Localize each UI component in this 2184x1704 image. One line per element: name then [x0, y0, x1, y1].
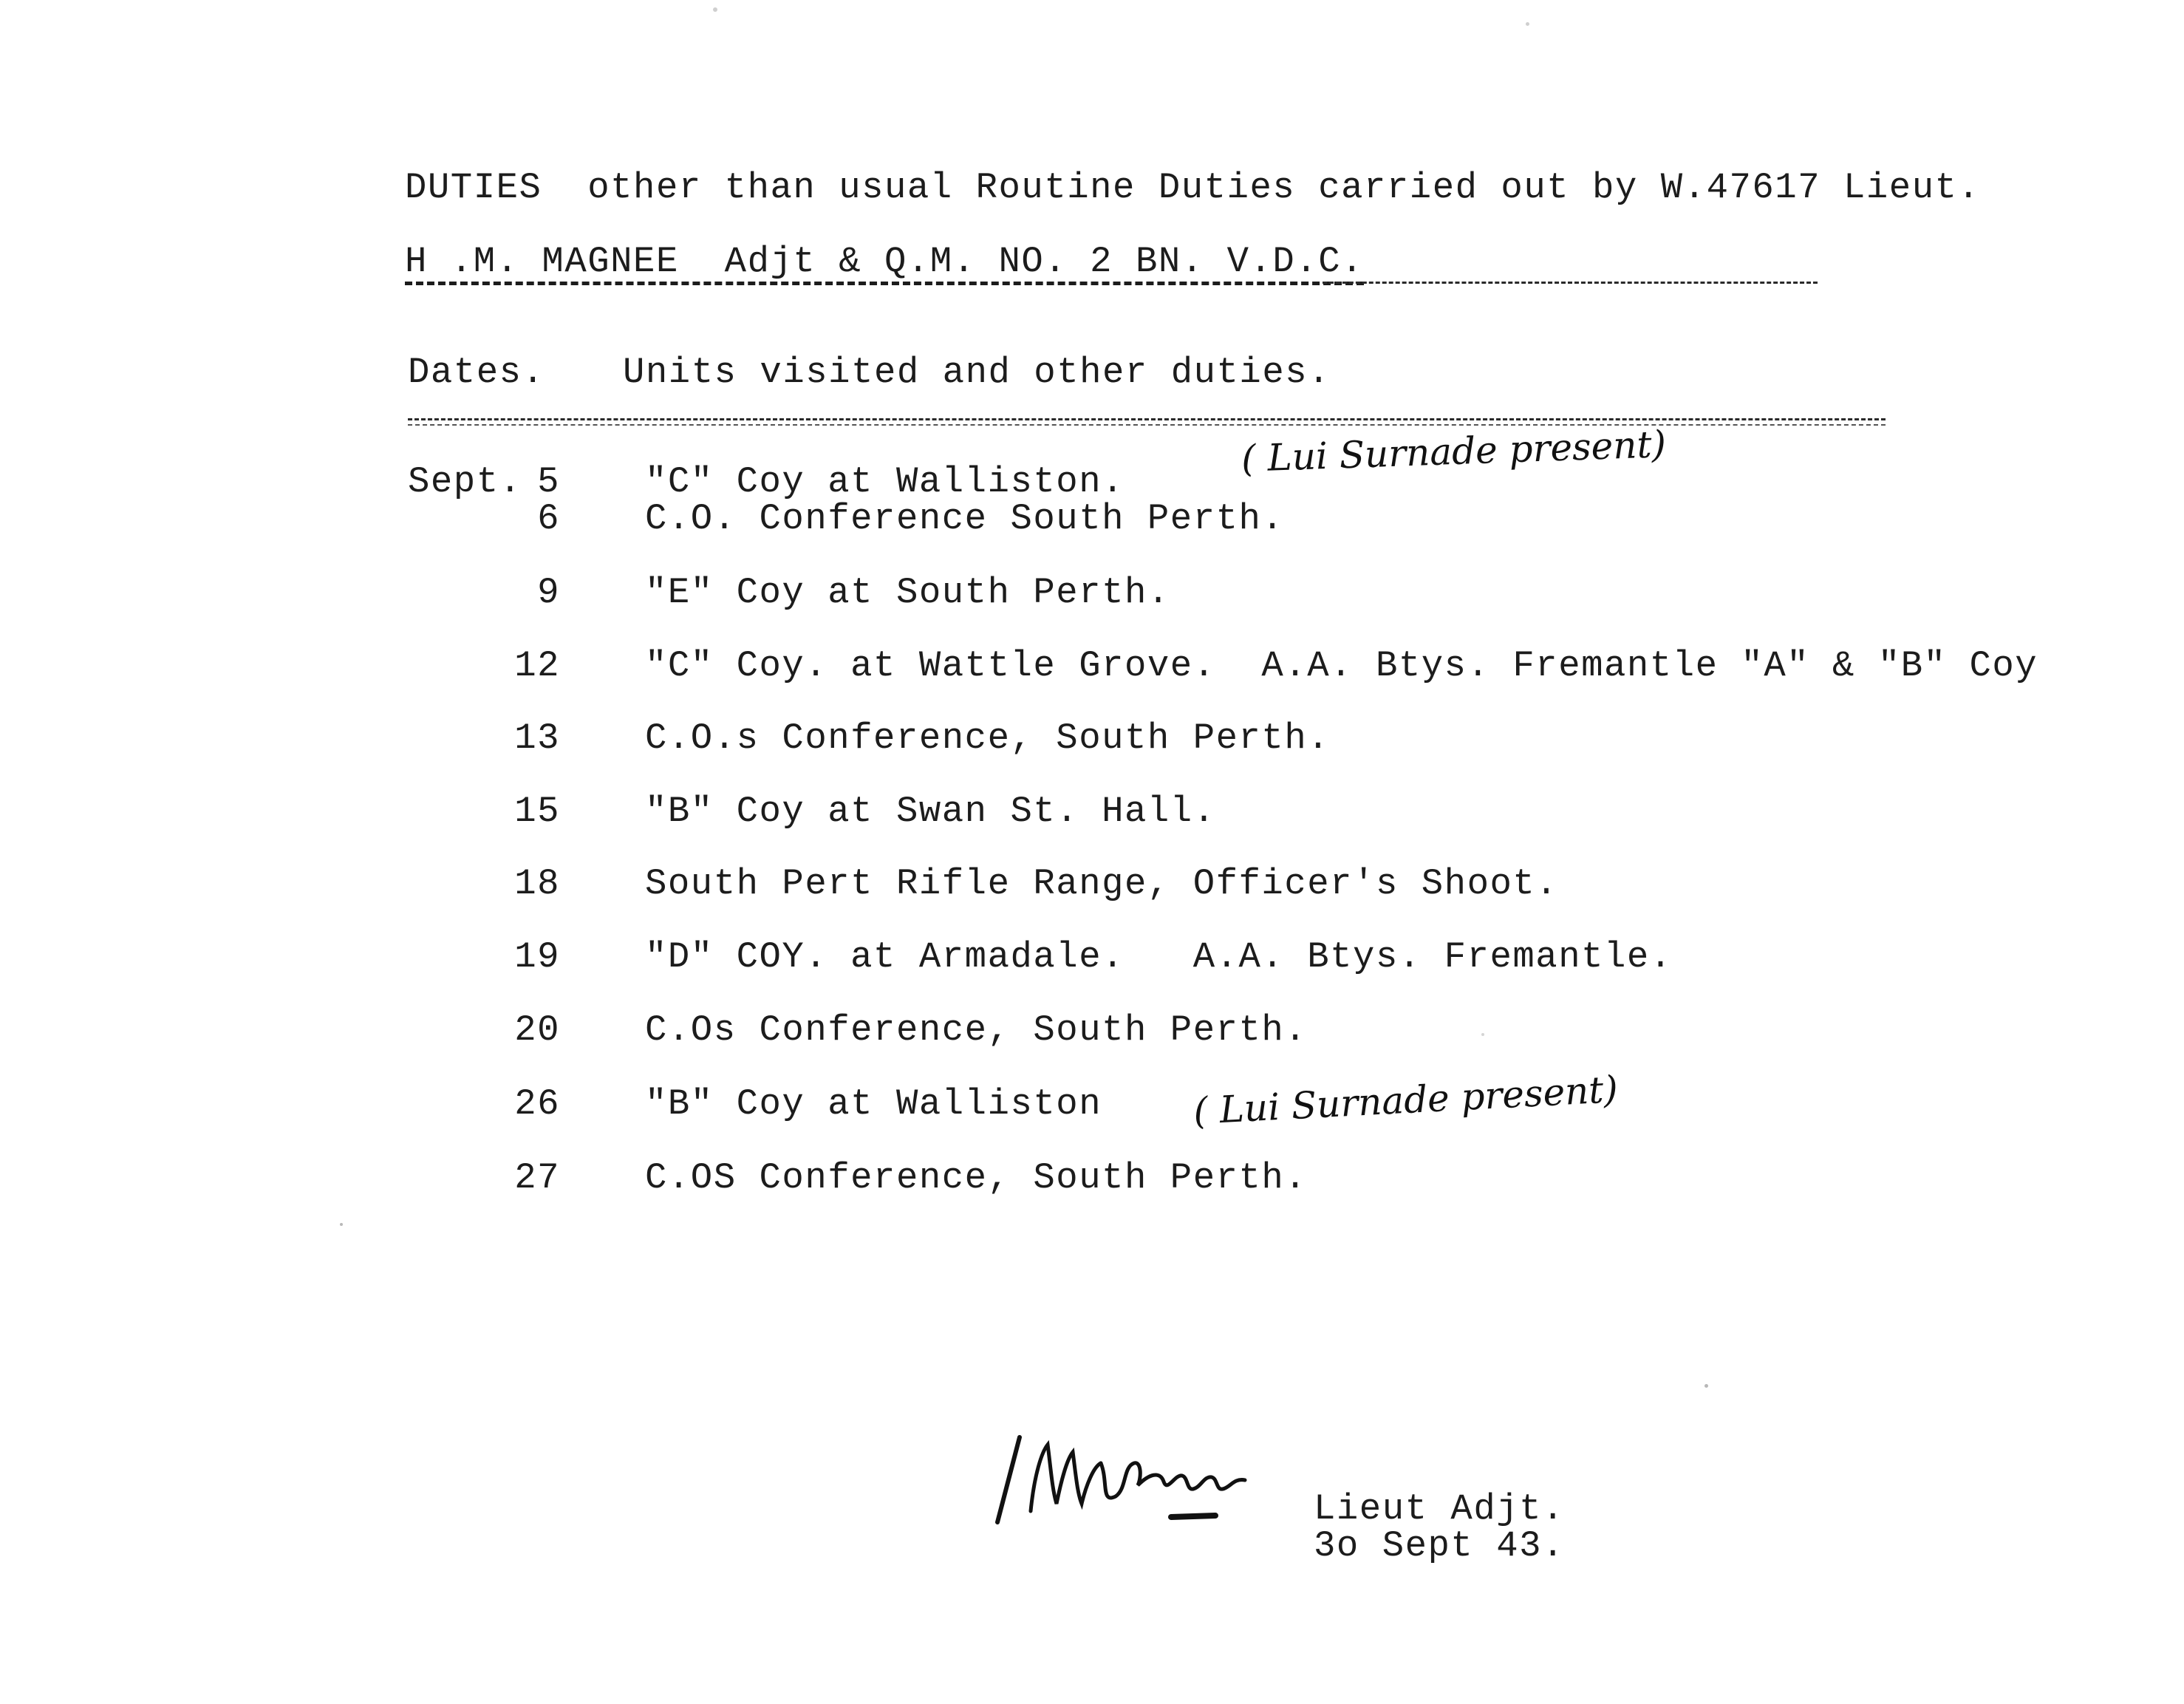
document-heading: DUTIES other than usual Routine Duties carried out by W.47617 Lieut.	[405, 167, 1981, 208]
entry-text: C.O. Conference South Perth.	[645, 498, 1285, 539]
paper-speck	[1481, 1033, 1484, 1036]
paper-speck	[340, 1223, 343, 1226]
handwritten-note: ( Lui Surnade present)	[1241, 422, 1667, 481]
month-label: Sept.	[408, 461, 522, 502]
paper-speck	[713, 7, 717, 12]
document-subheading: H .M. MAGNEE Adjt & Q.M. NO. 2 BN. V.D.C.	[405, 241, 1365, 282]
entry-date: 15	[514, 791, 560, 832]
entry-date: 19	[514, 936, 560, 978]
entry-text: South Pert Rifle Range, Officer's Shoot.	[645, 863, 1559, 904]
header-separator-rule	[408, 418, 1886, 420]
entry-text: C.Os Conference, South Perth.	[645, 1009, 1308, 1051]
entry-date: 20	[514, 1009, 560, 1051]
entry-date: 13	[514, 718, 560, 759]
paper-speck	[1526, 22, 1529, 26]
entry-text: "C" Coy at Walliston.	[645, 461, 1125, 502]
entry-date: 26	[514, 1083, 560, 1125]
entry-date: 9	[537, 572, 560, 613]
subheading-dashed-rule	[1323, 282, 1818, 284]
column-header-dates: Dates.	[408, 352, 545, 393]
signature-title: Lieut Adjt.	[1314, 1488, 1565, 1530]
entry-text: C.O.s Conference, South Perth.	[645, 718, 1331, 759]
entry-date: 5	[537, 461, 560, 502]
entry-text: "C" Coy. at Wattle Grove. A.A. Btys. Fremantle "A" & "B" Coy	[645, 645, 2038, 686]
entry-date: 18	[514, 863, 560, 904]
entry-date: 12	[514, 645, 560, 686]
entry-text: "E" Coy at South Perth.	[645, 572, 1170, 613]
handwritten-signature	[990, 1422, 1271, 1533]
handwritten-note: ( Lui Surnade present)	[1192, 1067, 1620, 1134]
entry-text: C.OS Conference, South Perth.	[645, 1157, 1308, 1199]
entry-date: 6	[537, 498, 560, 539]
signature-date: 3o Sept 43.	[1314, 1525, 1565, 1567]
paper-speck	[1704, 1384, 1708, 1388]
entry-text: "B" Coy at Swan St. Hall.	[645, 791, 1216, 832]
entry-text: "D" COY. at Armadale. A.A. Btys. Fremantle.	[645, 936, 1673, 978]
entry-text: "B" Coy at Walliston	[645, 1083, 1102, 1125]
entry-date: 27	[514, 1157, 560, 1199]
column-header-units: Units visited and other duties.	[623, 352, 1331, 393]
